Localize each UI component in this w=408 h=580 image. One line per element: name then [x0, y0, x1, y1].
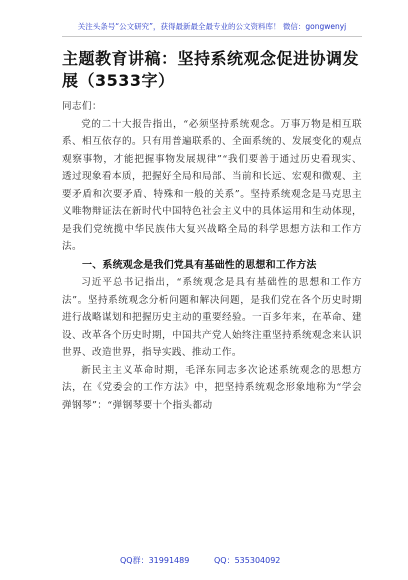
paragraph: 党的二十大报告指出，“必须坚持系统观念。万事万物是相互联系、相互依存的。只有用普遍联系的、全面系统的、发展变化的观点观察事物，才能把握事物发展规律”“我们要善于通过历史看现实、透过现象看本质，把握好全局和局部、当前和长远、宏观和微观、主要矛盾和次要矛盾、特殊和一般的关系”。坚持系统观念是马克思主义唯物辩证法在新时代中国特色社会主义中的具体运用和生动体现，是我们党统揽中华民族伟大复兴战略全局的科学思想方法和工作方法。: [62, 118, 362, 252]
header-banner: 关注头条号“公文研究”，获得最新最全最专业的公文资料库！ 微信：gongwenyj: [62, 20, 362, 37]
paragraph: 新民主主义革命时期，毛泽东同志多次论述系统观念的思想方法，在《党委会的工作方法》中，把坚持系统观念形象地称为“学会弹钢琴”：“弹钢琴要十个指头都动: [62, 364, 362, 411]
document-body: [62, 98, 362, 414]
salutation: 同志们：: [62, 101, 102, 112]
footer-qq-group: QQ群：31991489: [120, 556, 190, 565]
page-title: 主题教育讲稿：坚持系统观念促进协调发展（3533字）: [62, 49, 360, 90]
section-heading: 一、系统观念是我们党具有基础性的思想和工作方法: [82, 259, 317, 271]
footer: [62, 554, 362, 568]
footer-qq-contact: QQ：535304092: [214, 556, 281, 565]
paragraph: 习近平总书记指出，“系统观念是具有基础性的思想和工作方法”。坚持系统观念分析问题和解决问题，是我们党在各个历史时期进行战略谋划和把握历史主动的重要经验。一百多年来，在革命、建设、改革各个历史时期，中国共产党人始终注重坚持系统观念来认识世界、改造世界，指导实践、推动工作。: [62, 277, 362, 358]
